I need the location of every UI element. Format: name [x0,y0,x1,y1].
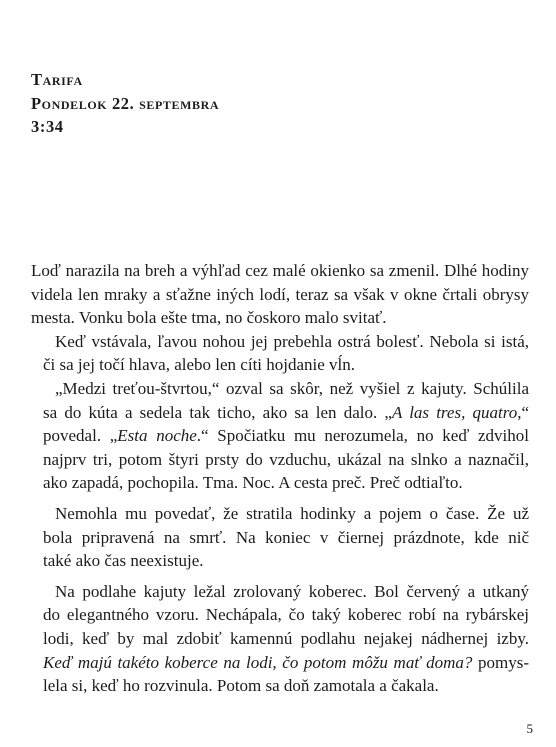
text-line [31,424,529,448]
paragraph [31,330,529,377]
chapter-header [31,68,219,139]
header-place: Tarifa [31,70,83,89]
text-line: také ako čas neexistuje. [43,551,204,571]
text-line: lodi, keď by mal zdobiť kamennú podlahu nejakej nádhernej izby. [43,628,529,648]
text-line: lela si, keď ho rozvinula. Potom sa doň zamotala a čakala. [43,676,439,696]
text-run: sa do kúta a sedela tak ticho, ako sa len dalo. „ [43,402,392,422]
header-date: Pondelok 22. septembra [31,93,220,113]
text-line: Na podlahe kajuty ležal zrolovaný koberec. Bol červený a utkaný [55,581,529,601]
text-line: Nemohla mu povedať, že stratila hodinky a pojem o čase. Že už [55,503,529,523]
header-time: 3:34 [31,117,64,136]
paragraph [31,259,529,330]
paragraph [31,580,529,698]
body-text [31,259,529,698]
text-line: videla len mraky a sťažne iných lodí, teraz sa však v okne črtali obrysy [31,284,529,304]
text-line: do elegantného vzoru. Nechápala, čo taký koberec robí na rybárskej [43,605,529,625]
page-number: 5 [526,721,533,736]
text-run: povedal. „ [43,426,118,446]
paragraph [31,377,529,495]
text-line [31,401,529,425]
text-line: či sa jej točí hlava, alebo len cíti hojdanie vĺn. [43,355,356,375]
italic-phrase: A las tres, quatro [391,402,518,422]
text-line: mesta. Vonku bola ešte tma, no čoskoro malo svitať. [31,308,387,328]
text-line: najprv tri, potom štyri prsty do vzduchu, ukázal na slnko a naznačil, [43,449,529,469]
italic-phrase: Esta noche [117,426,197,446]
text-run: pomys- [472,652,529,672]
text-line [31,651,529,675]
text-run: .“ Spočiatku mu nerozumela, no keď zdvihol [196,426,529,446]
text-run: ,“ [517,402,530,422]
text-line: ako zapadá, pochopila. Tma. Noc. A cesta preč. Preč odtiaľto. [43,473,463,493]
text-line: Keď vstávala, ľavou nohou jej prebehla ostrá bolesť. Nebola si istá, [55,331,529,351]
italic-phrase: Keď majú takéto koberce na lodi, čo potom môžu mať doma? [43,652,473,672]
text-line: bola pripravená na smrť. Na koniec v čiernej prázdnote, kde nič [43,527,529,547]
text-line: „Medzi treťou-štvrtou,“ ozval sa skôr, než vyšiel z kajuty. Schúlila [55,378,529,398]
text-line: Loď narazila na breh a výhľad cez malé okienko sa zmenil. Dlhé hodiny [31,261,529,280]
paragraph [31,502,529,573]
